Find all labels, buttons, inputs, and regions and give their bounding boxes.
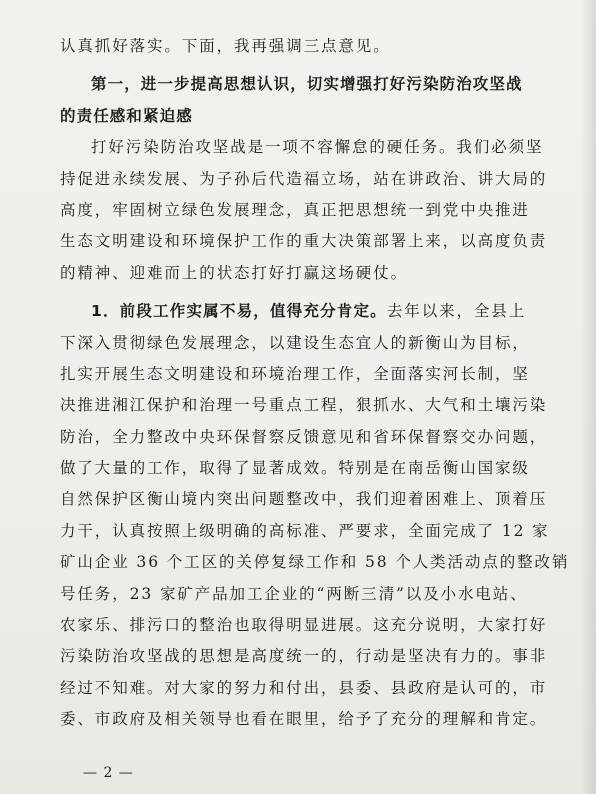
paragraph-line: 决推进湘江保护和治理一号重点工程，狠抓水、大气和土壤污染 [60, 396, 548, 415]
paragraph-line: 矿山企业 36 个工区的关停复绿工作和 58 个人类活动点的整改销 [60, 553, 570, 572]
paragraph-line: 经过不知难。对大家的努力和付出，县委、县政府是认可的，市 [60, 678, 548, 697]
paragraph-line: 污染防治攻坚战的思想是高度统一的，行动是坚决有力的。事非 [60, 647, 548, 666]
paragraph-line: 的精神、迎难而上的状态打好打赢这场硬仗。 [60, 263, 409, 282]
paragraph-line: 扎实开展生态文明建设和环境治理工作，全面落实河长制，坚 [60, 364, 530, 383]
page-number: — 2 — [83, 765, 134, 781]
point-1 [60, 296, 570, 735]
section-heading [60, 69, 560, 132]
paragraph-line: 自然保护区衡山境内突出问题整改中，我们迎着困难上、顶着压 [60, 490, 548, 509]
paragraph-line: 号任务，23 家矿产品加工企业的“两断三清”以及小水电站、 [60, 584, 528, 603]
paragraph-line: 下深入贯彻绿色发展理念，以建设生态宜人的新衡山为目标， [60, 333, 530, 352]
point-1-title: 1．前段工作实属不易，值得充分肯定。 [91, 302, 387, 321]
paragraph-line: 打好污染防治攻坚战是一项不容懈怠的硬任务。我们必须坚 [91, 138, 544, 157]
paragraph-line: 委、市政府及相关领导也看在眼里，给予了充分的理解和肯定。 [60, 710, 548, 729]
paragraph-line: 持促进永续发展、为子孙后代造福立场，站在讲政治、讲大局的 [60, 169, 548, 188]
paragraph-1 [60, 132, 560, 289]
paragraph-line: 做了大量的工作，取得了显著成效。特别是在南岳衡山国家级 [60, 459, 530, 478]
intro-line: 认真抓好落实。下面，我再强调三点意见。 [60, 37, 391, 55]
paragraph-line: 生态文明建设和环境保护工作的重大决策部署上来，以高度负责 [60, 232, 548, 251]
heading-line-2: 的责任感和紧迫感 [60, 106, 193, 125]
paragraph-line: 农家乐、排污口的整治也取得明显进展。这充分说明，大家打好 [60, 616, 548, 635]
point-1-first-line-rest: 去年以来，全县上 [386, 302, 527, 321]
heading-line-1: 第一，进一步提高思想认识，切实增强打好污染防治攻坚战 [91, 75, 523, 94]
paragraph-line: 力干，认真按照上级明确的高标准、严要求，全面完成了 12 家 [60, 521, 550, 540]
paragraph-line: 高度，牢固树立绿色发展理念，真正把思想统一到党中央推进 [60, 200, 530, 219]
paragraph-line: 防治，全力整改中央环保督察反馈意见和省环保督察交办问题， [60, 427, 548, 446]
document-body [60, 31, 570, 736]
